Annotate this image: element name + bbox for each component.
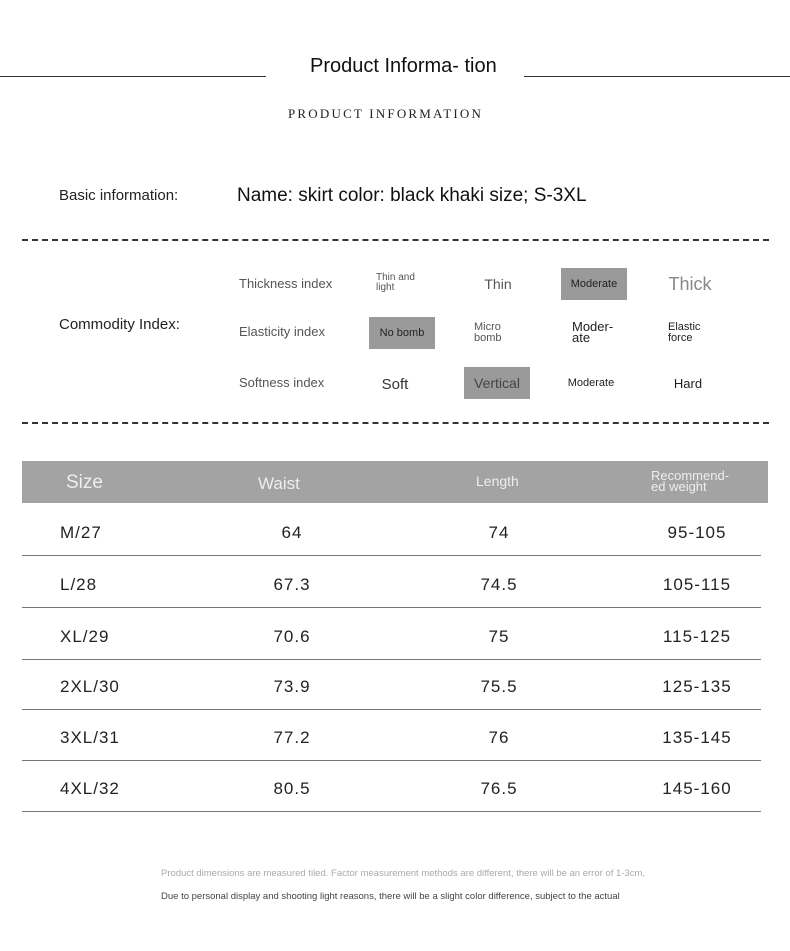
elasticity-index-label: Elasticity index: [239, 324, 325, 339]
header-rule-right: [524, 76, 790, 77]
option-hard: Hard: [673, 375, 703, 391]
cell-length: 76: [488, 728, 510, 747]
cell-weight: 145-160: [662, 779, 732, 798]
color-note: Due to personal display and shooting light reasons, there will be a slight color difference, subject to the actual: [161, 891, 620, 902]
cell-length: 75: [488, 627, 510, 646]
option-moderate: Moder- ate: [572, 319, 614, 345]
dashed-divider-bottom: [22, 422, 769, 424]
cell-length: 75.5: [480, 677, 518, 696]
table-row: [22, 761, 761, 812]
page-title: Product Informa- tion: [310, 55, 497, 77]
cell-weight: 105-115: [662, 575, 732, 594]
dashed-divider-top: [22, 239, 769, 241]
option-thin-and-light: Thin and light: [376, 272, 415, 293]
cell-waist: 80.5: [273, 779, 311, 798]
cell-length: 76.5: [480, 779, 518, 798]
cell-size: L/28: [60, 575, 98, 594]
cell-weight: 115-125: [662, 627, 732, 646]
header-rule-left: [0, 76, 266, 77]
cell-waist: 77.2: [273, 728, 311, 747]
table-row: [22, 505, 761, 556]
option-micro-bomb: Micro bomb: [474, 321, 502, 344]
cell-length: 74.5: [480, 575, 518, 594]
table-row: [22, 557, 761, 608]
option-no-bomb-selected: No bomb: [369, 317, 435, 349]
cell-weight: 135-145: [662, 728, 732, 747]
cell-size: 3XL/31: [60, 728, 120, 747]
cell-size: M/27: [60, 523, 102, 542]
basic-info-label: Basic information:: [59, 187, 179, 204]
cell-weight: 125-135: [662, 677, 732, 696]
option-thin: Thin: [484, 276, 512, 292]
measurement-note: Product dimensions are measured tiled. Factor measurement methods are different, there will be an error of 1-3cm,: [161, 868, 646, 879]
cell-size: 2XL/30: [60, 677, 120, 696]
commodity-index-label: Commodity Index:: [59, 316, 180, 333]
option-thick: Thick: [668, 273, 712, 294]
table-row: [22, 659, 761, 710]
cell-waist: 67.3: [273, 575, 311, 594]
cell-length: 74: [488, 523, 510, 542]
option-soft: Soft: [381, 375, 409, 393]
header-length: Length: [476, 473, 519, 489]
size-table-header: [22, 461, 768, 503]
header-waist: Waist: [258, 474, 300, 493]
header-recommended-weight: Recommend- ed weight: [651, 468, 730, 494]
table-row: [22, 609, 761, 660]
option-vertical-selected: Vertical: [464, 367, 530, 399]
thickness-index-label: Thickness index: [239, 276, 333, 291]
cell-size: XL/29: [60, 627, 110, 646]
basic-info-value: Name: skirt color: black khaki size; S-3XL: [237, 185, 587, 206]
softness-index-label: Softness index: [239, 375, 325, 390]
table-row: [22, 710, 761, 761]
cell-waist: 70.6: [273, 627, 311, 646]
option-moderate-selected: Moderate: [561, 268, 627, 300]
cell-waist: 64: [281, 523, 303, 542]
option-moderate-softness: Moderate: [567, 377, 615, 389]
cell-size: 4XL/32: [60, 779, 120, 798]
cell-weight: 95-105: [667, 523, 727, 542]
header-size: Size: [66, 472, 103, 493]
page-subtitle: PRODUCT INFORMATION: [288, 106, 484, 121]
option-elastic-force: Elastic force: [668, 321, 701, 344]
cell-waist: 73.9: [273, 677, 311, 696]
